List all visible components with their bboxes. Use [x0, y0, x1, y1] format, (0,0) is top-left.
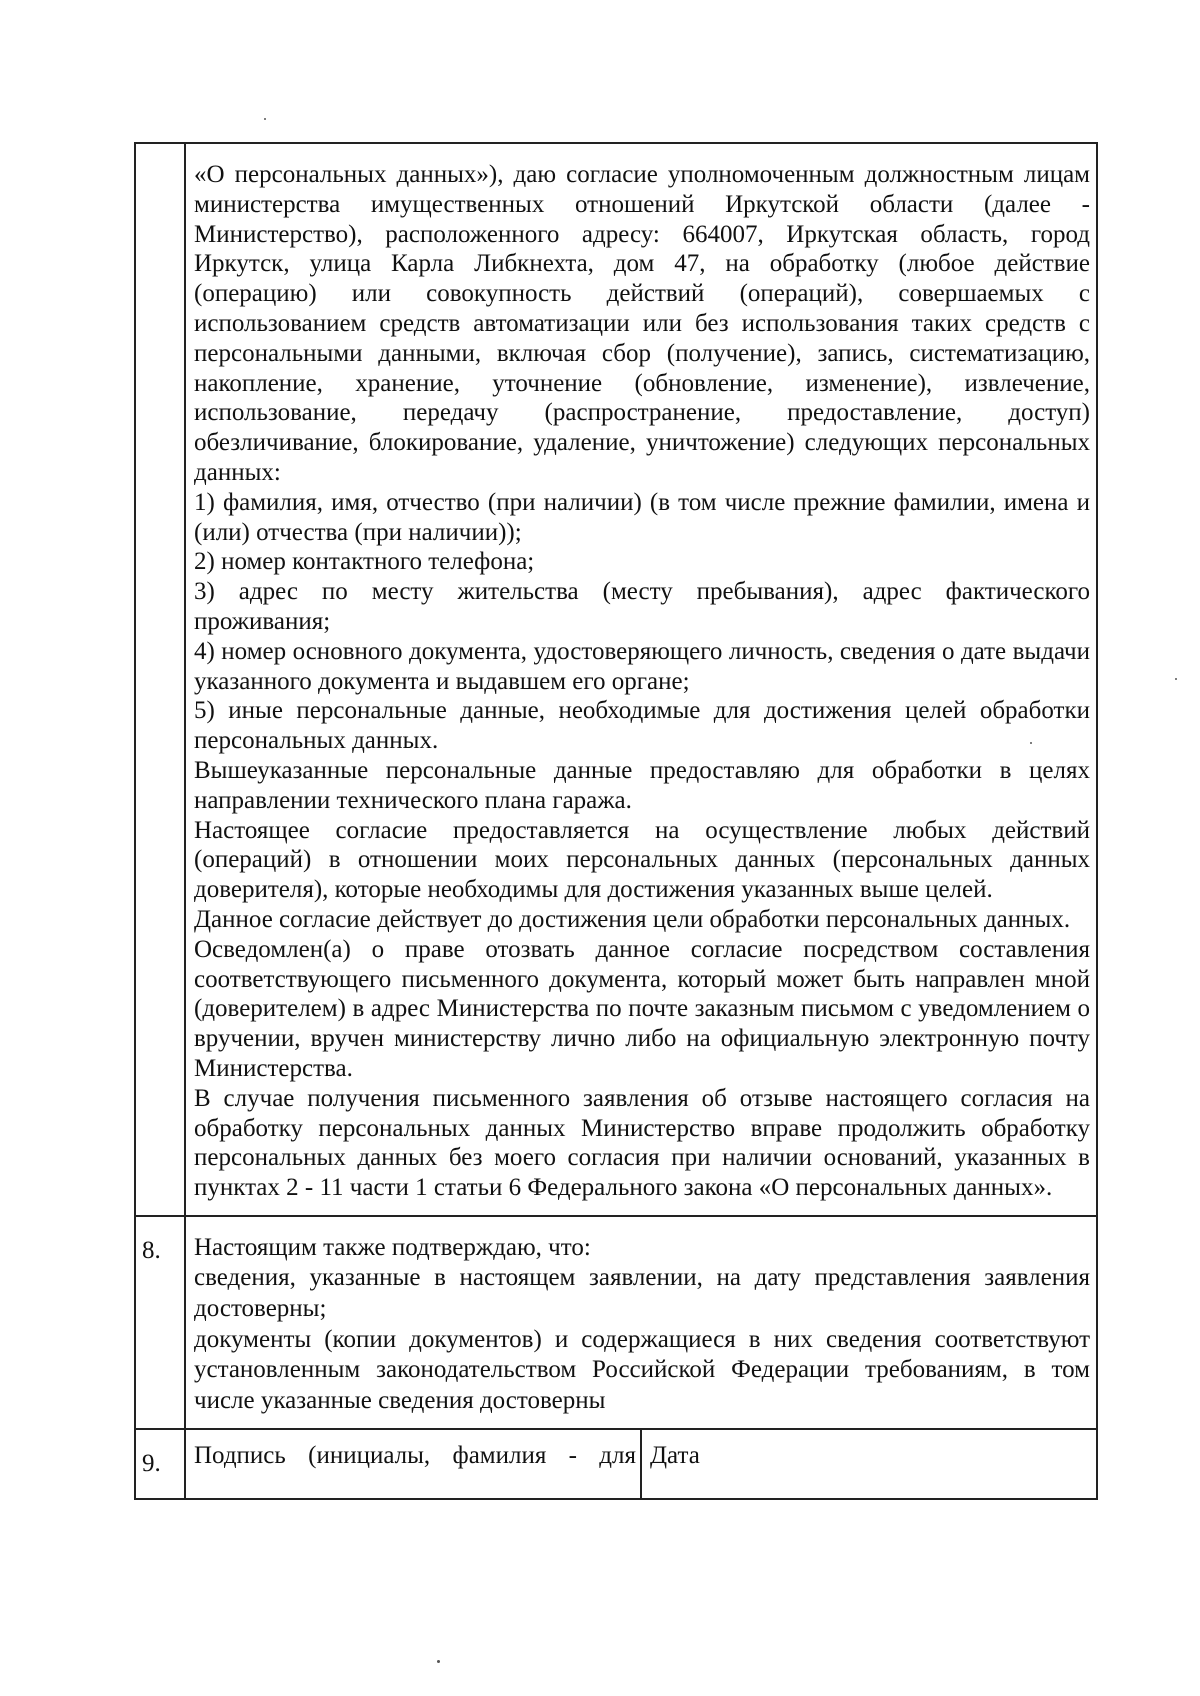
consent-item-4: 4) номер основного документа, удостоверяющего личность, сведения о дате выдачи указанного документа и выдавшем его органе;: [194, 637, 1090, 695]
scan-speck: [437, 1660, 440, 1663]
signature-label: Подпись (инициалы, фамилия - для: [194, 1442, 636, 1470]
table-row-8: [135, 1216, 1097, 1430]
confirmation-item-2: документы (копии документов) и содержащиеся в них сведения соответствуют установленным законодательством Российской Федерации требованиям, в том числе указанные сведения достоверны: [194, 1325, 1090, 1414]
consent-item-5: 5) иные персональные данные, необходимые для достижения целей обработки персональных данных.: [194, 697, 1090, 755]
scan-speck: [1030, 742, 1032, 744]
consent-item-3: 3) адрес по месту жительства (месту пребывания), адрес фактического проживания;: [194, 578, 1090, 635]
consent-item-1: 1) фамилия, имя, отчество (при наличии) (в том числе прежние фамилии, имена и (или) отчества (при наличии));: [194, 488, 1090, 546]
table-row-9: [135, 1429, 1097, 1499]
consent-text-cell: [185, 143, 1097, 1216]
consent-purpose: Вышеуказанные персональные данные предоставляю для обработки в целях направлении технического плана гаража.: [194, 756, 1090, 814]
confirmation-item-1: сведения, указанные в настоящем заявлении, на дату представления заявления достоверны;: [194, 1264, 1090, 1323]
row-8-number: 8.: [135, 1216, 185, 1430]
scan-speck: [264, 118, 266, 120]
confirmation-text-cell: [185, 1216, 1097, 1430]
row-7-number-cell: [135, 143, 185, 1216]
consent-scope: Настоящее согласие предоставляется на осуществление любых действий (операций) в отношении моих персональных данных (персональных данных доверителя), которые необходимы для достижения указанных выше целей.: [194, 816, 1090, 904]
date-cell: [641, 1429, 1097, 1499]
consent-revocation: Осведомлен(а) о праве отозвать данное согласие посредством составления соответствующего письменного документа, который может быть направлен мной (доверителем) в адрес Министерства по почте заказным письмом с уведомлением о вручении, вручен министерству лично либо на официальную электронную почту Министерства.: [194, 935, 1090, 1082]
row-9-number: 9.: [135, 1429, 185, 1499]
consent-validity: Данное согласие действует до достижения цели обработки персональных данных.: [194, 905, 1071, 933]
consent-after-revocation: В случае получения письменного заявления об отзыве настоящего согласия на обработку персональных данных Министерство вправе продолжить обработку персональных данных без моего согласия при наличии оснований, указанных в пунктах 2 - 11 части 1 статьи 6 Федерального закона «О персональных данных».: [194, 1084, 1090, 1202]
confirmation-heading: Настоящим также подтверждаю, что:: [194, 1233, 591, 1261]
signature-cell: [185, 1429, 641, 1499]
date-label: Дата: [650, 1442, 700, 1470]
consent-paragraph-intro: «О персональных данных»), даю согласие уполномоченным должностным лицам министерства имущественных отношений Иркутской области (далее - Министерство), расположенного адресу: 664007, Иркутская область, город Иркутск, улица Карла Либкнехта, дом 47, на обработку (любое действие (операцию) или совокупность действий (операций), совершаемых с использованием средств автоматизации или без использования таких средств с персональными данными, включая сбор (получение), запись, систематизацию, накопление, хранение, уточнение (обновление, изменение), извлечение, использование, передачу (распространение, предоставление, доступ) обезличивание, блокирование, удаление, уничтожение) следующих персональных данных:: [194, 161, 1090, 486]
table-row-7: [135, 143, 1097, 1216]
application-form-table: [134, 142, 1098, 1500]
scan-speck: [1175, 678, 1177, 680]
consent-item-2: 2) номер контактного телефона;: [194, 548, 535, 576]
